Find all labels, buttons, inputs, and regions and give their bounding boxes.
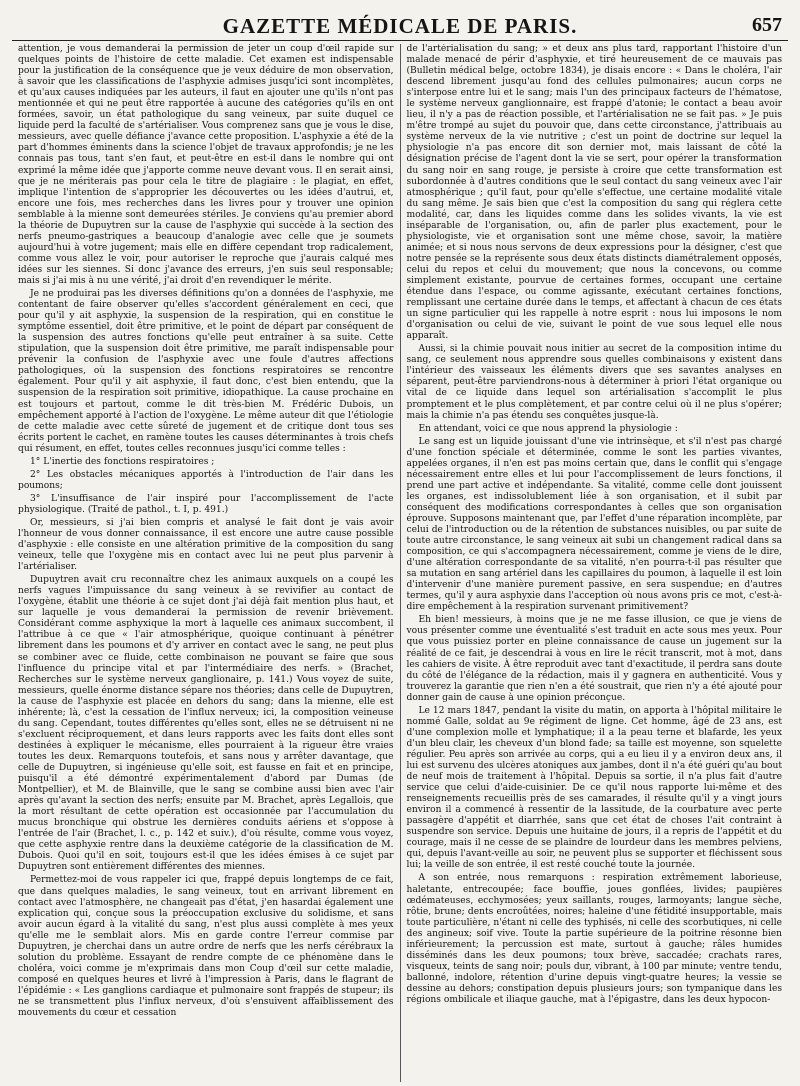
paragraph: Aussi, si la chimie pouvait nous initier au secret de la composition intime du sang, ce seulement nous apprendre sous quelles combinaisons y existent dans l'intérieur des vaisseaux les éléments divers que ses savantes analyses en séparent, peut-être parviendrons-nous à déterminer à priori l'état organique ou vital de ce liquide dans lequel son artérialisation s'accomplit le plus promptement et le plus complètement, et par contre celui où il ne plus s'opérer; mais la chimie n'a pas étendu ses conquêtes jusque-là. [406,344,782,421]
journal-title: GAZETTE MÉDICALE DE PARIS. [222,14,578,38]
left-column [12,44,401,1082]
paragraph: En attendant, voici ce que nous apprend la physiologie : [418,423,678,434]
paragraph: Permettez-moi de vous rappeler ici que, frappé depuis longtemps de ce fait, que dans quelques maladies, le sang veineux, tout en arrivant librement en contact avec l'atmosphère, ne changeait pas d'état, j'en hasardai également une explication qui, conçue sous la préoccupation exclusive du solidisme, et sans avoir aucun égard à la vitalité du sang, n'est plus aussi complète à mes yeux qu'elle me le semblait alors. Mis en garde contre l'erreur commise par Dupuytren, je cherchai dans un autre ordre de nerfs que les nerfs cérébraux la solution du problème. Essayant de rendre compte de ce phénomène dans le choléra, voici comme je m'exprimais dans mon Coup d'œil sur cette maladie, composé en quelques heures et livré à l'impression à Paris, dans le flagrant de l'épidémie : « Les ganglions cardiaque et pulmonaire sont frappés de stupeur; ils ne se transmettent plus l'influx nerveux, d'où s'ensuivent affaiblissement des mouvements du cœur et cessation [18,875,394,1019]
paragraph: Or, messieurs, si j'ai bien compris et analysé le fait dont je vais avoir l'honneur de vous donner connaissance, il est encore une autre cause possible d'asphyxie : elle consiste en une altération primitive de la composition du sang veineux, telle que l'oxygène mis en contact avec lui ne peut plus parvenir à l'artérialiser. [18,517,394,573]
paragraph: Le sang est un liquide jouissant d'une vie intrinsèque, et s'il n'est pas chargé d'une fonction spéciale et déterminée, comme le sont les parties vivantes, appelées organes, il n'en est pas moins certain que, dans le conflit qui s'engage nécessairement entre elles et lui pour l'accomplissement de leurs fonctions, il prend une part active et indépendante. Sa vitalité, comme celle dont jouissent les organes, est indissolublement liée à son organisation, et il subit par conséquent des modifications correspondantes à celles que son organisation éprouve. Supposons maintenant que, par l'effet d'une réparation incomplète, par celui de l'introduction ou de la rétention de substances nuisibles, ou par suite de toute autre circonstance, le sang veineux ait subi un changement radical dans sa composition, ce qui s'accompagnera nécessairement, comme je viens de le dire, d'une altération correspondante de sa vitalité, n'en pourra-t-il pas résulter que sa mutation en sang artériel dans les capillaires du poumon, à laquelle il est loin d'intervenir d'une manière purement passive, en sera suspendue; en d'autres termes, qu'il y aura asphyxie dans l'acception où nous avons pris ce mot, c'est-à-dire empêchement à la respiration survenant primitivement? [406,436,782,613]
list-item: 3° L'insuffisance de l'air inspiré pour l'accomplissement de l'acte physiologique. (Traité de pathol., t. I, p. 491.) [18,493,394,515]
paragraph: Le 12 mars 1847, pendant la visite du matin, on apporta à l'hôpital militaire le nommé Galle, soldat au 9e régiment de ligne. Cet homme, âgé de 23 ans, est d'une complexion molle et lymphatique; il a la peau terne et blafarde, les yeux d'un bleu clair, les cheveux d'un blond fade; sa taille est moyenne, son squelette régulier. Peu après son arrivée au corps, qui a eu lieu il y a environ deux ans, il lui est survenu des ulcères atoniques aux jambes, dont il n'a été guéri qu'au bout de neuf mois de traitement à l'hôpital. Depuis sa sortie, il n'a plus fait d'autre service que celui d'aide-cuisinier. De ce qu'il nous rapporte lui-même et des renseignements recueillis près de ses camarades, il résulte qu'il y a vingt jours environ il a commencé à ressentir de la lassitude, de la courbature avec perte passagère d'appétit et diarrhée, sans que cet état de choses l'ait contraint à suspendre son service. Depuis une huitaine de jours, il a repris de l'appétit et du courage, mais il ne cesse de se plaindre de lourdeur dans les membres pelviens, qui, depuis l'avant-veille au soir, ne peuvent plus se supporter et fléchissent sous lui; la veille de son entrée, il est resté couché toute la journée. [406,705,782,871]
page-number: 657 [752,14,782,36]
right-column [401,44,789,1082]
paragraph: attention, je vous demanderai la permission de jeter un coup d'œil rapide sur quelques points de l'histoire de cette maladie. Cet examen est indispensable pour la justification de la conséquence que je veux déduire de mon observation, à savoir que les classifications de l'asphyxie admises jusqu'ici sont incomplètes, et qu'aux causes indiquées par les auteurs, il faut en ajouter une qu'ils n'ont pas mentionnée et qui ne peut être rapportée à aucune des catégories qu'ils en ont formées, savoir, un état pathologique du sang veineux, par suite duquel ce liquide perd la faculté de s'artérialiser. Vous comprenez sans que je vous le dise, messieurs, avec quelle défiance j'avance cette proposition. L'asphyxie a été de la part d'hommes éminents dans la science l'objet de travaux approfondis; je ne les connais pas tous, tant s'en faut, et peut-être en est-il dans le nombre qui ont exprimé la même idée que j'apporte comme neuve devant vous. Il en serait ainsi, que je ne mériterais pas pour cela le titre de plagiaire : le plagiat, en effet, implique l'intention de s'approprier les découvertes ou les idées d'autrui, et, encore une fois, mes recherches dans les livres pour y trouver une opinion semblable à la mienne sont demeurées stériles. Je conviens qu'au premier abord la théorie de Dupuytren sur la cause de l'asphyxie qui succède à la section des nerfs pneumo-gastriques a beaucoup d'analogie avec celle que je soumets aujourd'hui à votre jugement; mais elle en diffère cependant trop radicalement, comme vous allez le voir, pour autoriser le reproche que j'aurais calqué mes idées sur les siennes. Si donc j'avance des erreurs, j'en suis seul responsable; mais si j'ai mis à nu une vérité, j'ai droit d'en revendiquer le mérite. [18,44,394,286]
list-item: 2° Les obstacles mécaniques apportés à l'introduction de l'air dans les poumons; [18,469,394,491]
list-item: 1° L'inertie des fonctions respiratoires ; [30,456,215,467]
paragraph: de l'artérialisation du sang; » et deux ans plus tard, rapportant l'histoire d'un malade menacé de périr d'asphyxie, et tiré heureusement de ce mauvais pas (Bulletin médical belge, octobre 1834), je disais encore : « Dans le choléra, l'air descend librement jusqu'au fond des cellules pulmonaires; aucun corps ne s'interpose entre lui et le sang; mais l'un des principaux facteurs de l'hématose, le système nerveux ganglionnaire, est frappé d'atonie; le contact a beau avoir lieu, il n'y a pas de réaction possible, et l'artérialisation ne se fait pas. » Je puis m'être trompé au sujet du pouvoir que, dans cette circonstance, j'attribuais au système nerveux de la vie nutritive ; c'est un point de doctrine sur lequel la physiologie n'a pas encore dit son dernier mot, mais laissant de côté la désignation précise de l'agent dont la vie se sert, pour opérer la transformation du sang noir en sang rouge, je persiste à croire que cette transformation est subordonnée à d'autres conditions que le seul contact du sang veineux avec l'air atmosphérique ; qu'il faut, pour qu'elle s'effectue, une certaine modalité vitale du sang même. Je sais bien que c'est la composition du sang qui réglera cette modalité, car, dans les liquides comme dans les solides vivants, la vie est inséparable de l'organisation, ou, afin de parler plus exactement, pour le physiologiste, vie et organisation sont une même chose, savoir, la matière animée; et si nous nous servons de deux expressions pour la désigner, c'est que notre pensée se la représente sous deux états distincts diamétralement opposés, celui du repos et celui du mouvement; que nous la concevons, ou comme simplement existante, pourvue de certaines formes, occupant une certaine étendue dans l'espace, ou comme agissante, exécutant certaines fonctions, remplissant une certaine durée dans le temps, et affectant à chacun de ces états un signe particulier qui les rappelle à notre esprit : nous lui imposons le nom d'organisation ou celui de vie, suivant le point de vue sous lequel elle nous apparaît. [406,44,782,342]
page-header [12,12,788,41]
paragraph: Dupuytren avait cru reconnaître chez les animaux auxquels on a coupé les nerfs vagues l'impuissance du sang veineux à se revivifier au contact de l'oxygène, établit une théorie à ce sujet dont j'ai déjà fait mention plus haut, et sur laquelle je vous demanderai la permission de revenir brièvement. Considérant comme asphyxique la mort à laquelle ces animaux succombent, il l'attribue à ce que « l'air atmosphérique, quoique continuant à pénétrer librement dans les poumons et d'y arriver en contact avec le sang, ne peut plus se combiner avec ce fluide, cette combinaison ne pouvant se faire que sous l'influence du principe vital et par l'intermédiaire des nerfs. » (Brachet, Recherches sur le système nerveux ganglionaire, p. 141.) Vous voyez de suite, messieurs, quelle énorme distance sépare nos théories; dans celle de Dupuytren, la cause de l'asphyxie est placée en dehors du sang; dans la mienne, elle est inhérente; là, c'est la cessation de l'influx nerveux; ici, la composition veineuse du sang. Cependant, toutes différentes qu'elles sont, elles ne se détruisent ni ne s'excluent réciproquement, et dans leurs rapports avec les faits dont elles sont destinées à expliquer le mécanisme, elles pourraient à la rigueur être vraies toutes les deux. Remarquons toutefois, et sans nous y arrêter davantage, que celle de Dupuytren, si ingénieuse qu'elle soit, est fausse en fait et en principe, puisqu'il a été démontré expérimentalement d'abord par Dumas (de Montpellier), et M. de Blainville, que le sang se combine aussi bien avec l'air après qu'avant la section des nerfs; ensuite par M. Brachet, après Legallois, que la mort résultant de cette opération est occasionnée par l'accumulation du mucus bronchique qui obstrue les dernières conduits aériens et s'oppose à l'entrée de l'air (Brachet, l. c., p. 142 et suiv.), d'où résulte, comme vous voyez, que cette asphyxie rentre dans la deuxième catégorie de la classification de M. Dubois. Quoi qu'il en soit, toujours est-il que les idées émises à ce sujet par Dupuytren sont entièrement différentes des miennes. [18,575,394,873]
text-columns [12,44,788,1082]
paragraph: A son entrée, nous remarquons : respiration extrêmement laborieuse, haletante, entrecoupée; face bouffie, joues gonflées, livides; paupières œdémateuses, ecchymosées; yeux saillants, rouges, larmoyants; langue sèche, rôtie, brune; dents encroûtées, noires; haleine d'une fétidité insupportable, mais toute particulière, n'étant ni celle des typhisés, ni celle des scorbutiques, ni celle des angineux; soif vive. Toute la partie supérieure de la poitrine résonne bien inférieurement; la percussion est mate, surtout à gauche; râles humides disséminés dans les deux poumons; toux brève, saccadée; crachats rares, visqueux, teints de sang noir; pouls dur, vibrant, à 100 par minute; ventre tendu, ballonné, indolore, rétention d'urine depuis vingt-quatre heures; la vessie se dessine au dehors; constipation depuis plusieurs jours; son tympanique dans les régions ombilicale et iliaque gauche, mat à l'épigastre, dans les deux hypocon- [406,873,782,1005]
paragraph: Je ne produirai pas les diverses définitions qu'on a données de l'asphyxie, me contentant de faire observer qu'elles s'accordent généralement en ceci, que pour qu'il y ait asphyxie, la suspension de la respiration, qui en constitue le symptôme essentiel, doit être primitive, et le point de départ par conséquent de la suspension des autres fonctions qu'elle peut entraîner à sa suite. Cette stipulation, que la suspension doit être primitive, me paraît indispensable pour prévenir la confusion de l'asphyxie avec une foule d'autres affections pathologiques, où la suspension des fonctions respiratoires se rencontre également. Pour qu'il y ait asphyxie, il faut donc, c'est bien entendu, que la suspension de la respiration soit primitive, idiopathique. La cause prochaine en est toujours et partout, comme le dit très-bien M. Frédéric Dubois, un empêchement apporté à l'action de l'oxygène. Le même auteur dit que l'étiologie de cette maladie avec cette sûreté de jugement et de critique dont tous ses écrits portent le cachet, en ramène toutes les causes déterminantes à trois chefs qui résument, en effet, toutes celles reconnues jusqu'ici comme telles : [18,289,394,454]
paragraph: Eh bien! messieurs, à moins que je ne me fasse illusion, ce que je viens de vous présenter comme une éventualité s'est traduit en acte sous mes yeux. Pour que vous puissiez porter en pleine connaissance de cause un jugement sur la réalité de ce fait, je descendrai à vous en lire le récit transcrit, mot à mot, dans les cahiers de visite. À être reproduit avec tant d'exactitude, il perdra sans doute du côté de l'élégance de la rédaction, mais il y gagnera en authenticité. Vous y trouverez la garantie que rien n'en a été soustrait, que rien n'y a été ajouté pour donner gain de cause à une opinion préconçue. [406,615,782,703]
